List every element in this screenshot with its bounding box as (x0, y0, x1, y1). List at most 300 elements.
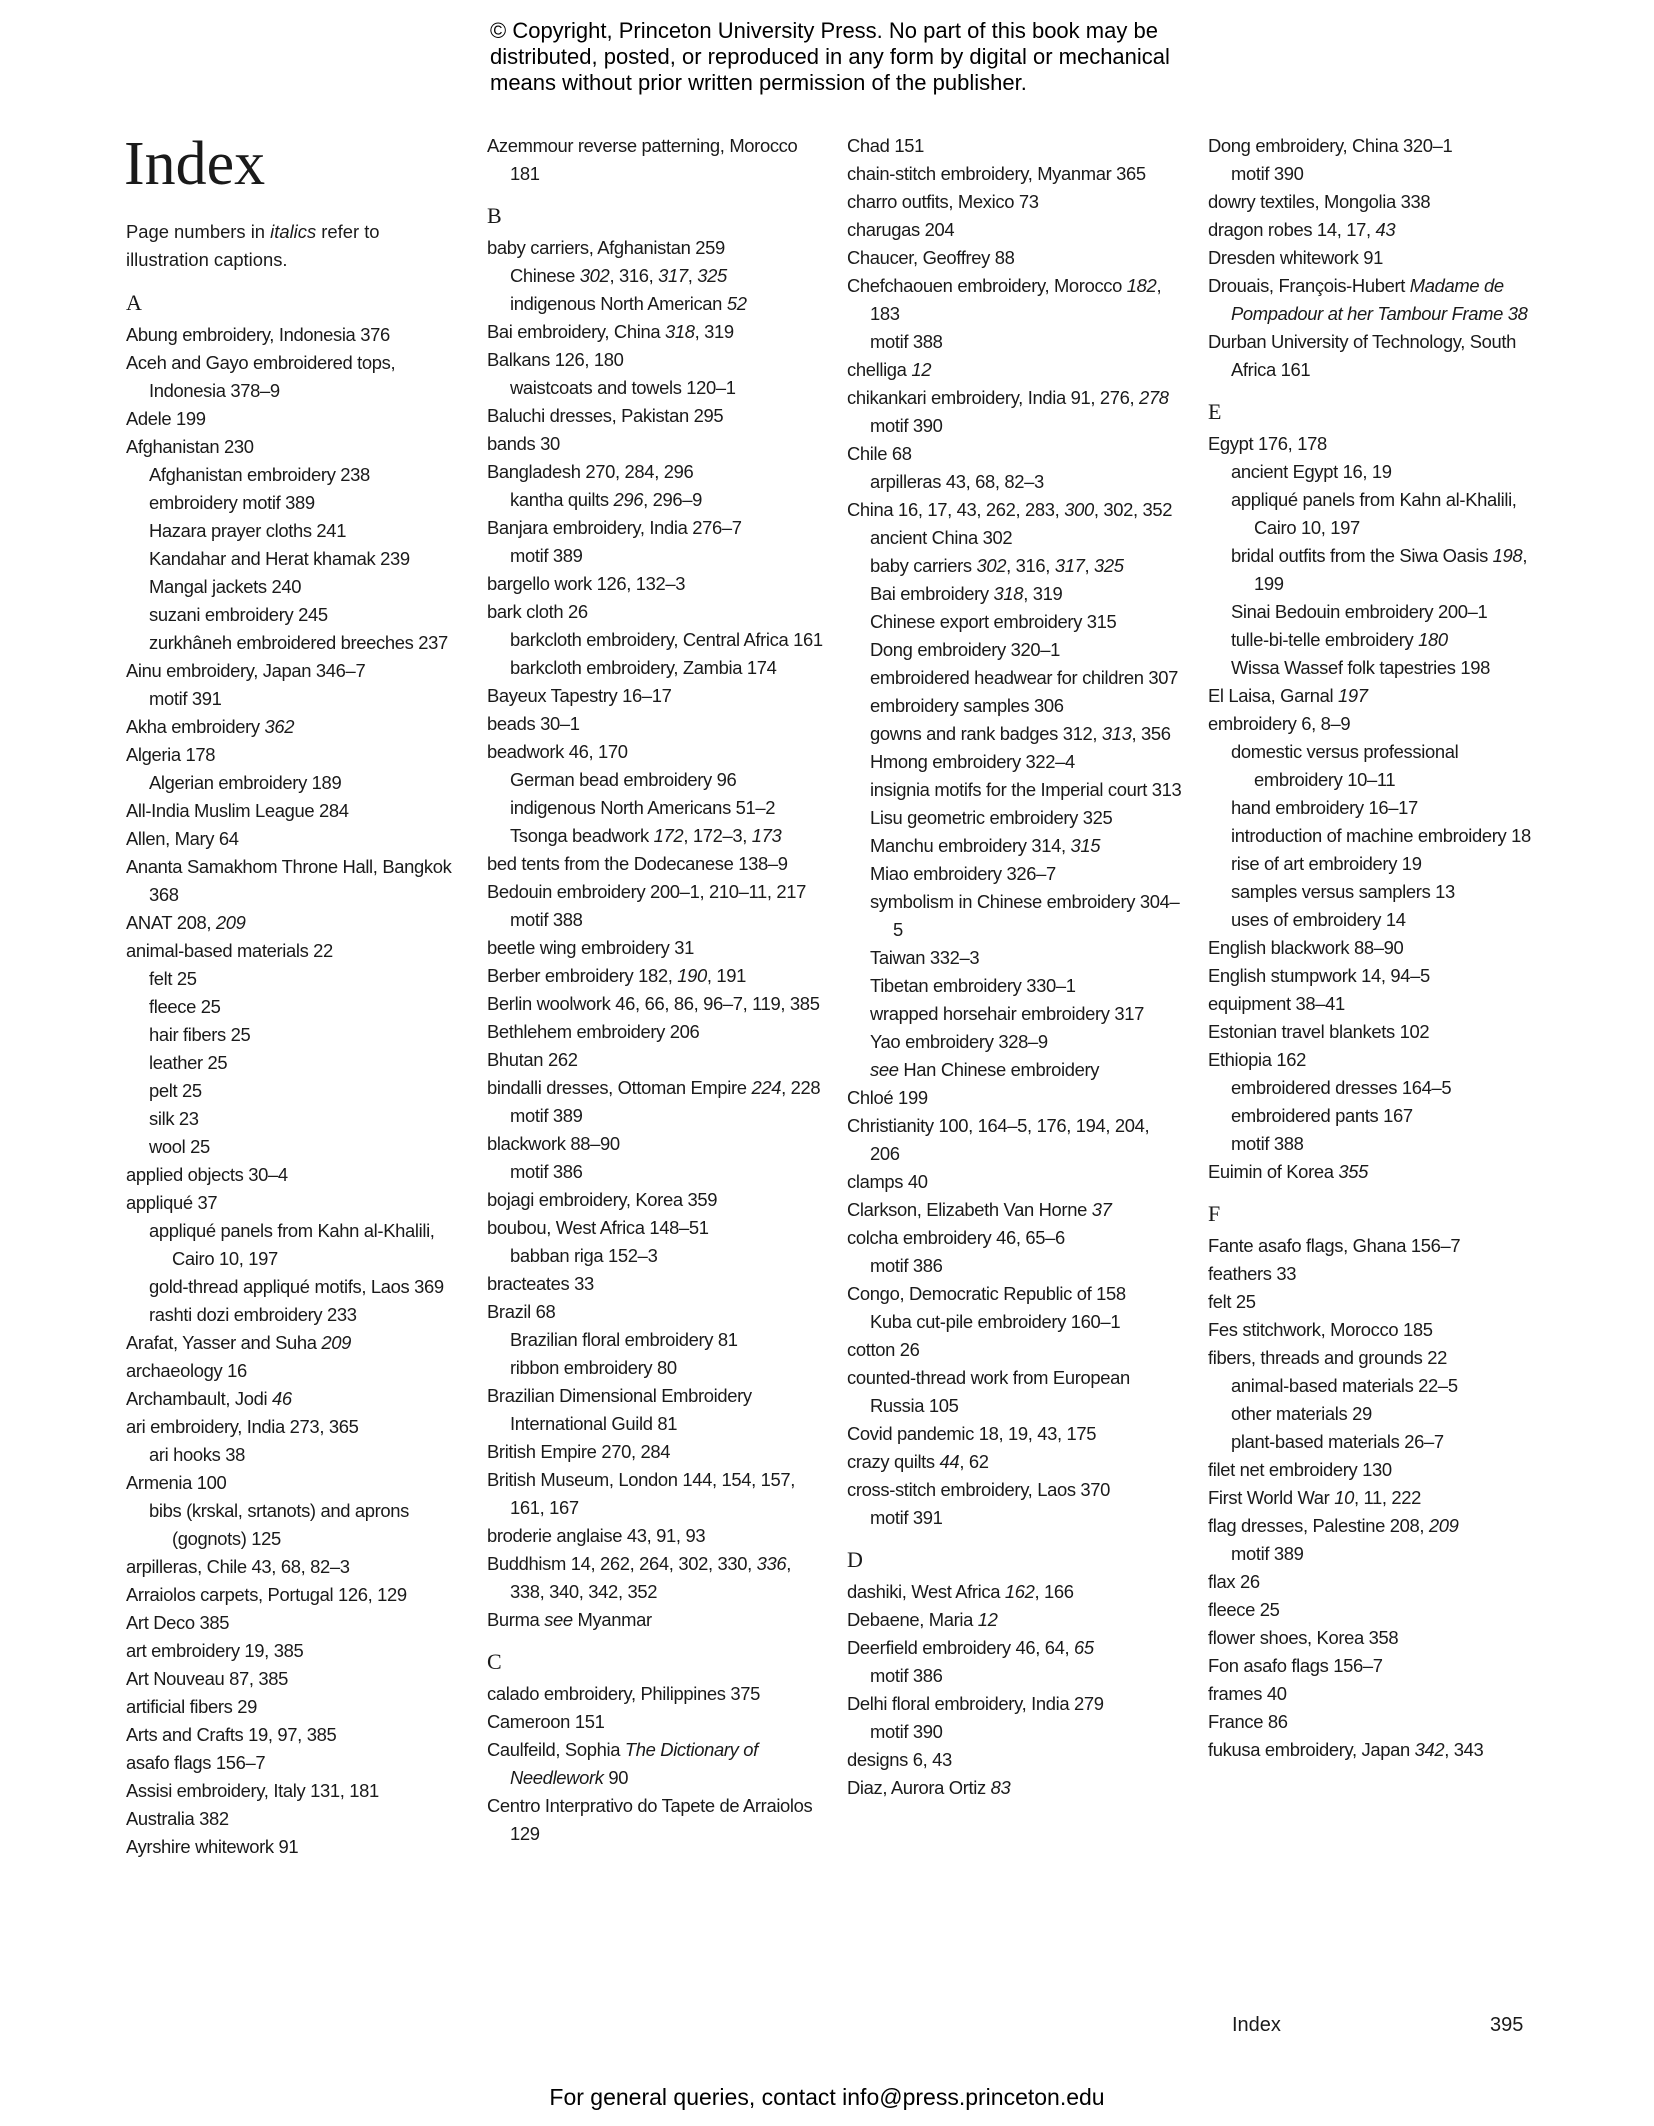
entry-text: Chloé 199 (847, 1087, 928, 1108)
entry-italic-ref: 318 (665, 321, 695, 342)
section-letter: A (126, 290, 142, 315)
entry-text: Ainu embroidery, Japan 346–7 (126, 660, 366, 681)
index-entry (1208, 1260, 1544, 1288)
entry-text: charro outfits, Mexico 73 (847, 191, 1039, 212)
entry-text: Brazilian Dimensional Embroidery International Guild 81 (487, 1385, 752, 1434)
entry-text: animal-based materials 22 (126, 940, 333, 961)
index-entry (847, 244, 1183, 272)
entry-text: France 86 (1208, 1711, 1288, 1732)
entry-text: Manchu embroidery 314, (870, 835, 1071, 856)
entry-text: Sinai Bedouin embroidery 200–1 (1231, 601, 1488, 622)
entry-text: Fon asafo flags 156–7 (1208, 1655, 1383, 1676)
entry-italic-ref: 317 (658, 265, 688, 286)
index-subentry (126, 461, 462, 489)
index-column-3 (847, 132, 1183, 1802)
index-column-1 (126, 285, 462, 1861)
index-subentry (1208, 850, 1544, 878)
entry-text: Afghanistan 230 (126, 436, 254, 457)
entry-text: motif 390 (870, 1721, 943, 1742)
entry-text: ari embroidery, India 273, 365 (126, 1416, 359, 1437)
index-entry (126, 349, 462, 405)
entry-text: Algerian embroidery 189 (149, 772, 342, 793)
entry-text: , 166 (1034, 1581, 1074, 1602)
entry-text: motif 389 (510, 1105, 583, 1126)
entry-text: bargello work 126, 132–3 (487, 573, 686, 594)
entry-text: boubou, West Africa 148–51 (487, 1217, 709, 1238)
entry-text: Centro Interprativo do Tapete de Arraiolos 129 (487, 1795, 813, 1844)
entry-text: barkcloth embroidery, Zambia 174 (510, 657, 777, 678)
index-subentry (847, 580, 1183, 608)
intro-text-before: Page numbers in (126, 221, 271, 242)
entry-text: motif 388 (870, 331, 943, 352)
index-entry (1208, 1512, 1544, 1540)
index-entry (487, 1018, 823, 1046)
entry-text: kantha quilts (510, 489, 614, 510)
entry-text: , 316, (609, 265, 659, 286)
entry-text: British Empire 270, 284 (487, 1441, 671, 1462)
index-entry (1208, 1484, 1544, 1512)
entry-text: blackwork 88–90 (487, 1133, 620, 1154)
index-subentry (847, 1056, 1183, 1084)
index-entry (1208, 682, 1544, 710)
index-entry (1208, 1596, 1544, 1624)
entry-text: Ethiopia 162 (1208, 1049, 1307, 1070)
entry-italic-ref: 325 (697, 265, 727, 286)
index-entry (1208, 132, 1544, 160)
entry-text: gowns and rank badges 312, (870, 723, 1102, 744)
entry-text: , 296–9 (643, 489, 703, 510)
index-subentry (847, 524, 1183, 552)
entry-text: Lisu geometric embroidery 325 (870, 807, 1113, 828)
entry-text: Chefchaouen embroidery, Morocco (847, 275, 1127, 296)
index-entry (126, 657, 462, 685)
entry-italic-ref: 173 (751, 825, 782, 846)
entry-text: , 338, 340, 342, 352 (510, 1553, 792, 1602)
entry-text: motif 386 (510, 1161, 583, 1182)
index-entry (126, 1805, 462, 1833)
index-entry (487, 710, 823, 738)
entry-italic-ref: 224 (751, 1077, 782, 1098)
entry-italic-ref: 209 (321, 1332, 352, 1353)
index-entry (847, 1196, 1183, 1224)
entry-text: El Laisa, Garnal (1208, 685, 1339, 706)
index-subentry (847, 664, 1183, 692)
entry-text: gold-thread appliqué motifs, Laos 369 (149, 1276, 444, 1297)
entry-text: Berlin woolwork 46, 66, 86, 96–7, 119, 385 (487, 993, 820, 1014)
index-intro-note (126, 218, 426, 274)
index-entry (487, 1046, 823, 1074)
index-entry (487, 318, 823, 346)
index-subentry (1208, 626, 1544, 654)
entry-italic-ref: 300 (1064, 499, 1094, 520)
index-subentry (1208, 1130, 1544, 1158)
entry-text: Miao embroidery 326–7 (870, 863, 1056, 884)
index-entry (487, 598, 823, 626)
index-entry (487, 346, 823, 374)
entry-text: indigenous North American (510, 293, 727, 314)
entry-text: ari hooks 38 (149, 1444, 245, 1465)
entry-text: flower shoes, Korea 358 (1208, 1627, 1399, 1648)
entry-text: appliqué panels from Kahn al-Khalili, Cairo 10, 197 (149, 1220, 435, 1269)
entry-text: Abung embroidery, Indonesia 376 (126, 324, 390, 345)
entry-text: Bedouin embroidery 200–1, 210–11, 217 (487, 881, 807, 902)
index-entry (126, 797, 462, 825)
index-entry (1208, 1624, 1544, 1652)
entry-text: Hmong embroidery 322–4 (870, 751, 1075, 772)
index-subentry (487, 1102, 823, 1130)
entry-italic-ref: 302 (579, 265, 610, 286)
entry-text: Balkans 126, 180 (487, 349, 624, 370)
index-column-4 (1208, 132, 1544, 1764)
index-subentry (1208, 542, 1544, 598)
entry-text: symbolism in Chinese embroidery 304–5 (870, 891, 1180, 940)
entry-italic-ref: 46 (272, 1388, 292, 1409)
entry-text: Akha embroidery (126, 716, 265, 737)
entry-text: ribbon embroidery 80 (510, 1357, 677, 1378)
index-entry (487, 514, 823, 542)
entry-text: arpilleras 43, 68, 82–3 (870, 471, 1044, 492)
entry-text: Chinese export embroidery 315 (870, 611, 1117, 632)
index-entry (487, 1792, 823, 1848)
index-entry (126, 1469, 462, 1497)
copyright-line-1: © Copyright, Princeton University Press. No part of this book may be (490, 18, 1158, 43)
copyright-line-2: distributed, posted, or reproduced in any form by digital or mechanical (490, 44, 1170, 69)
index-subentry (1208, 458, 1544, 486)
entry-text: , (687, 265, 698, 286)
entry-text: dashiki, West Africa (847, 1581, 1005, 1602)
index-subentry (847, 1662, 1183, 1690)
entry-text: Arafat, Yasser and Suha (126, 1332, 322, 1353)
entry-text: Han Chinese embroidery (898, 1059, 1100, 1080)
entry-text: beetle wing embroidery 31 (487, 937, 694, 958)
index-subentry (1208, 1074, 1544, 1102)
entry-text: motif 390 (870, 415, 943, 436)
entry-text: wrapped horsehair embroidery 317 (870, 1003, 1145, 1024)
index-entry (1208, 1232, 1544, 1260)
entry-text: Taiwan 332–3 (870, 947, 980, 968)
entry-italic-ref: 197 (1338, 685, 1368, 706)
entry-text: 90 (603, 1767, 629, 1788)
entry-text: embroidery 6, 8–9 (1208, 713, 1351, 734)
entry-text: Estonian travel blankets 102 (1208, 1021, 1430, 1042)
entry-italic-ref: 296 (613, 489, 644, 510)
index-entry (487, 878, 823, 906)
entry-text: , 11, 222 (1353, 1487, 1422, 1508)
entry-italic-ref: 336 (756, 1553, 787, 1574)
entry-text: Algeria 178 (126, 744, 216, 765)
entry-italic-ref: 43 (1375, 219, 1396, 240)
entry-text: Chad 151 (847, 135, 924, 156)
index-entry (126, 1637, 462, 1665)
index-subentry (126, 1021, 462, 1049)
entry-italic-ref: see (544, 1609, 573, 1630)
index-entry (487, 934, 823, 962)
index-entry (126, 909, 462, 937)
entry-text: Delhi floral embroidery, India 279 (847, 1693, 1104, 1714)
index-subentry (487, 822, 823, 850)
index-entry (847, 496, 1183, 524)
index-entry (487, 570, 823, 598)
entry-italic-ref: 342 (1414, 1739, 1445, 1760)
index-subentry (1208, 794, 1544, 822)
index-subentry (126, 1049, 462, 1077)
index-entry (1208, 328, 1544, 384)
entry-text: motif 389 (510, 545, 583, 566)
entry-text: appliqué 37 (126, 1192, 218, 1213)
index-subentry (847, 804, 1183, 832)
entry-text: Egypt 176, 178 (1208, 433, 1327, 454)
entry-text: suzani embroidery 245 (149, 604, 328, 625)
entry-text: motif 386 (870, 1665, 943, 1686)
entry-text: Arts and Crafts 19, 97, 385 (126, 1724, 337, 1745)
index-entry (487, 1382, 823, 1438)
entry-text: archaeology 16 (126, 1360, 247, 1381)
index-subentry (487, 1158, 823, 1186)
index-entry (487, 1550, 823, 1606)
entry-text: filet net embroidery 130 (1208, 1459, 1392, 1480)
entry-text: felt 25 (1208, 1291, 1256, 1312)
index-entry (847, 384, 1183, 412)
entry-text: babban riga 152–3 (510, 1245, 658, 1266)
entry-text: embroidered dresses 164–5 (1231, 1077, 1452, 1098)
entry-text: fleece 25 (1208, 1599, 1280, 1620)
index-subentry (1208, 160, 1544, 188)
entry-text: Ananta Samakhom Throne Hall, Bangkok 368 (126, 856, 452, 905)
index-subentry (487, 1354, 823, 1382)
entry-text: German bead embroidery 96 (510, 769, 737, 790)
entry-text: Cameroon 151 (487, 1711, 605, 1732)
section-letter: E (1208, 399, 1222, 424)
entry-text: calado embroidery, Philippines 375 (487, 1683, 760, 1704)
index-subentry (847, 1308, 1183, 1336)
index-entry (847, 1746, 1183, 1774)
index-entry (847, 1634, 1183, 1662)
entry-text: dowry textiles, Mongolia 338 (1208, 191, 1431, 212)
entry-text: Banjara embroidery, India 276–7 (487, 517, 742, 538)
entry-text: Armenia 100 (126, 1472, 227, 1493)
entry-text: English stumpwork 14, 94–5 (1208, 965, 1430, 986)
entry-text: Euimin of Korea (1208, 1161, 1339, 1182)
entry-text: Yao embroidery 328–9 (870, 1031, 1048, 1052)
index-entry (1208, 1316, 1544, 1344)
entry-text: British Museum, London 144, 154, 157, 161, 167 (487, 1469, 796, 1518)
index-entry (847, 1280, 1183, 1308)
index-subentry (487, 374, 823, 402)
entry-text: cross-stitch embroidery, Laos 370 (847, 1479, 1111, 1500)
index-subentry (126, 1077, 462, 1105)
index-entry (126, 1161, 462, 1189)
index-entry (1208, 430, 1544, 458)
entry-text: All-India Muslim League 284 (126, 800, 349, 821)
index-entry (487, 234, 823, 262)
entry-text: bracteates 33 (487, 1273, 594, 1294)
index-entry (126, 1581, 462, 1609)
index-entry (126, 1665, 462, 1693)
entry-text: domestic versus professional embroidery 10–11 (1231, 741, 1459, 790)
index-subentry (847, 328, 1183, 356)
index-entry (1208, 1736, 1544, 1764)
entry-text: bridal outfits from the Siwa Oasis (1231, 545, 1493, 566)
entry-text: Australia 382 (126, 1808, 229, 1829)
section-letter: B (487, 203, 502, 228)
index-entry (1208, 216, 1544, 244)
index-subentry (126, 1273, 462, 1301)
index-entry (847, 272, 1183, 328)
entry-text: English blackwork 88–90 (1208, 937, 1404, 958)
entry-italic-ref: 318 (993, 583, 1024, 604)
entry-italic-ref: 52 (726, 293, 747, 314)
entry-text: other materials 29 (1231, 1403, 1372, 1424)
entry-text: Azemmour reverse patterning, Morocco 181 (487, 135, 798, 184)
entry-text: dragon robes 14, 17, (1208, 219, 1376, 240)
entry-text: Debaene, Maria (847, 1609, 978, 1630)
entry-italic-ref: 278 (1139, 387, 1169, 408)
index-subentry (847, 972, 1183, 1000)
index-entry (487, 430, 823, 458)
entry-text: First World War (1208, 1487, 1335, 1508)
entry-text: beadwork 46, 170 (487, 741, 628, 762)
index-subentry (487, 542, 823, 570)
index-entry (847, 356, 1183, 384)
index-subentry (847, 552, 1183, 580)
entry-text: motif 386 (870, 1255, 943, 1276)
entry-text: barkcloth embroidery, Central Africa 161 (510, 629, 823, 650)
entry-italic-ref: 37 (1091, 1199, 1112, 1220)
index-subentry (1208, 486, 1544, 542)
entry-italic-ref: 65 (1074, 1637, 1094, 1658)
index-subentry (126, 965, 462, 993)
index-subentry (487, 654, 823, 682)
index-subentry (126, 1497, 462, 1553)
entry-text: cotton 26 (847, 1339, 920, 1360)
index-subentry (847, 832, 1183, 860)
entry-text: crazy quilts (847, 1451, 940, 1472)
index-entry (847, 440, 1183, 468)
index-subentry (847, 1000, 1183, 1028)
entry-italic-ref: 12 (977, 1609, 998, 1630)
index-subentry (847, 748, 1183, 776)
index-subentry (1208, 1400, 1544, 1428)
entry-text: motif 390 (1231, 163, 1304, 184)
index-entry (847, 1084, 1183, 1112)
entry-text: ancient China 302 (870, 527, 1013, 548)
index-entry (126, 1693, 462, 1721)
index-subentry (487, 1242, 823, 1270)
entry-text: waistcoats and towels 120–1 (510, 377, 736, 398)
entry-italic-ref: The Dictionary of Needlework (510, 1739, 758, 1788)
entry-text: arpilleras, Chile 43, 68, 82–3 (126, 1556, 350, 1577)
index-subentry (487, 1326, 823, 1354)
entry-text: Ayrshire whitework 91 (126, 1836, 299, 1857)
copyright-line-3: means without prior written permission of the publisher. (490, 70, 1027, 95)
entry-text: , 319 (694, 321, 734, 342)
entry-text: Bangladesh 270, 284, 296 (487, 461, 694, 482)
entry-text: , 356 (1131, 723, 1171, 744)
index-subentry (487, 906, 823, 934)
index-subentry (487, 794, 823, 822)
index-subentry (126, 1133, 462, 1161)
index-subentry (1208, 654, 1544, 682)
entry-text: counted-thread work from European Russia 105 (847, 1367, 1130, 1416)
index-subentry (847, 608, 1183, 636)
entry-text: Christianity 100, 164–5, 176, 194, 204, 206 (847, 1115, 1150, 1164)
index-entry (1208, 1680, 1544, 1708)
entry-text: insignia motifs for the Imperial court 313 (870, 779, 1182, 800)
index-entry (126, 1833, 462, 1861)
index-subentry (126, 1441, 462, 1469)
entry-text: Caulfeild, Sophia (487, 1739, 625, 1760)
entry-text: colcha embroidery 46, 65–6 (847, 1227, 1065, 1248)
entry-text: Archambault, Jodi (126, 1388, 273, 1409)
entry-text: Congo, Democratic Republic of 158 (847, 1283, 1126, 1304)
index-entry (1208, 1018, 1544, 1046)
entry-text: Fante asafo flags, Ghana 156–7 (1208, 1235, 1461, 1256)
index-subentry (126, 545, 462, 573)
entry-text: Kandahar and Herat khamak 239 (149, 548, 410, 569)
entry-text: bojagi embroidery, Korea 359 (487, 1189, 718, 1210)
entry-text: Chaucer, Geoffrey 88 (847, 247, 1015, 268)
index-entry (126, 937, 462, 965)
index-entry (487, 990, 823, 1018)
entry-text: baby carriers (870, 555, 977, 576)
entry-text: Tibetan embroidery 330–1 (870, 975, 1076, 996)
index-entry (847, 160, 1183, 188)
entry-italic-ref: 12 (911, 359, 932, 380)
entry-italic-ref: see (870, 1059, 899, 1080)
entry-text: Kuba cut-pile embroidery 160–1 (870, 1311, 1121, 1332)
entry-text: appliqué panels from Kahn al-Khalili, Cairo 10, 197 (1231, 489, 1517, 538)
entry-text: Durban University of Technology, South Africa 161 (1208, 331, 1517, 380)
index-entry (1208, 934, 1544, 962)
entry-text: bark cloth 26 (487, 601, 588, 622)
index-entry (847, 1690, 1183, 1718)
entry-text: beads 30–1 (487, 713, 580, 734)
entry-text: flag dresses, Palestine 208, (1208, 1515, 1429, 1536)
index-subentry (1208, 1372, 1544, 1400)
index-subentry (1208, 598, 1544, 626)
entry-text: Bhutan 262 (487, 1049, 578, 1070)
entry-text: Baluchi dresses, Pakistan 295 (487, 405, 724, 426)
index-entry (126, 433, 462, 461)
entry-italic-ref: 198 (1492, 545, 1523, 566)
entry-text: pelt 25 (149, 1080, 202, 1101)
entry-italic-ref: 209 (1428, 1515, 1459, 1536)
entry-text: ANAT 208, (126, 912, 216, 933)
index-entry (487, 1438, 823, 1466)
index-subentry (1208, 906, 1544, 934)
index-entry (126, 1357, 462, 1385)
entry-italic-ref: 180 (1418, 629, 1448, 650)
index-entry (847, 132, 1183, 160)
index-entry (1208, 1344, 1544, 1372)
index-subentry (847, 1252, 1183, 1280)
entry-italic-ref: 10 (1334, 1487, 1354, 1508)
index-entry (487, 402, 823, 430)
page-number: 395 (1490, 2014, 1524, 2036)
index-subentry (487, 290, 823, 318)
entry-text: embroidery samples 306 (870, 695, 1064, 716)
entry-text: , 191 (706, 965, 747, 986)
index-subentry (126, 629, 462, 657)
entry-text: chikankari embroidery, India 91, 276, (847, 387, 1140, 408)
entry-text: clamps 40 (847, 1171, 928, 1192)
entry-text: applied objects 30–4 (126, 1164, 288, 1185)
index-entry (1208, 1288, 1544, 1316)
entry-text: embroidered pants 167 (1231, 1105, 1413, 1126)
entry-text: China 16, 17, 43, 262, 283, (847, 499, 1065, 520)
entry-text: designs 6, 43 (847, 1749, 952, 1770)
index-subentry (847, 1504, 1183, 1532)
